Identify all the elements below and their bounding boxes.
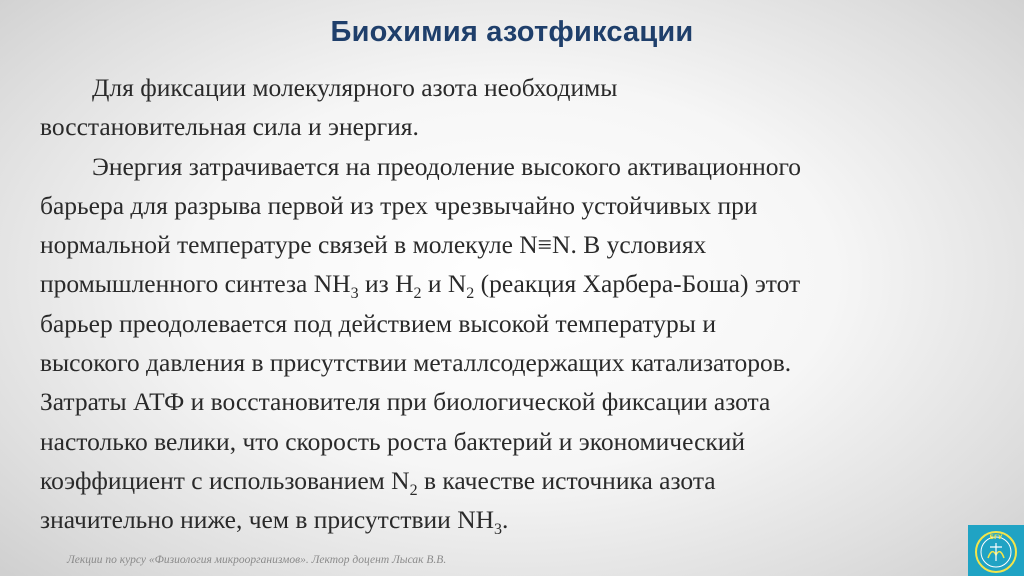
paragraph-1 [40, 68, 980, 147]
body-line: барьера для разрыва первой из трех чрезвычайно устойчивых при [40, 190, 758, 220]
text-fragment: . [502, 505, 509, 535]
body-line: Для фиксации молекулярного азота необходимы [92, 73, 618, 102]
subscript: 3 [494, 521, 503, 539]
body-line [40, 264, 980, 303]
body-line: Затраты АТФ и восстановителя при биологической фиксации азота [40, 387, 771, 417]
footer-caption: Лекции по курсу «Физиология микроорганизмов». Лектор доцент Лысак В.В. [67, 554, 447, 566]
body-line: настолько велики, что скорость роста бактерий и экономический [40, 426, 746, 456]
text-fragment: (реакция Харбера-Боша) этот [474, 269, 801, 299]
subscript: 2 [413, 285, 422, 303]
text-fragment: промышленного синтеза NH [40, 269, 351, 299]
text-fragment: коэффициент с использованием N [40, 465, 410, 495]
body-line: нормальной температуре связей в молекуле N≡N. В условиях [40, 230, 707, 260]
slide-title: Биохимия азотфиксации [330, 16, 694, 48]
slide-body [40, 68, 980, 540]
bsu-emblem-icon [968, 525, 1024, 576]
text-fragment: значительно ниже, чем в присутствии NH [40, 505, 495, 535]
body-line: барьер преодолевается под действием высокой температуры и [40, 308, 716, 338]
text-fragment: в качестве источника азота [417, 465, 716, 495]
text-fragment: и N [421, 269, 467, 299]
subscript: 2 [409, 481, 418, 499]
body-line: восстановительная сила и энергия. [40, 112, 419, 142]
subscript: 2 [466, 285, 475, 303]
body-line: Энергия затрачивается на преодоление высокого активационного [92, 151, 802, 181]
body-line: высокого давления в присутствии металлсодержащих катализаторов. [40, 348, 792, 378]
paragraph-2 [40, 147, 980, 540]
body-line [40, 461, 980, 500]
university-logo [968, 525, 1024, 576]
subscript: 3 [350, 285, 359, 303]
logo-text: БГУ [989, 534, 1003, 541]
text-fragment: из H [358, 269, 414, 299]
body-line [40, 500, 980, 539]
